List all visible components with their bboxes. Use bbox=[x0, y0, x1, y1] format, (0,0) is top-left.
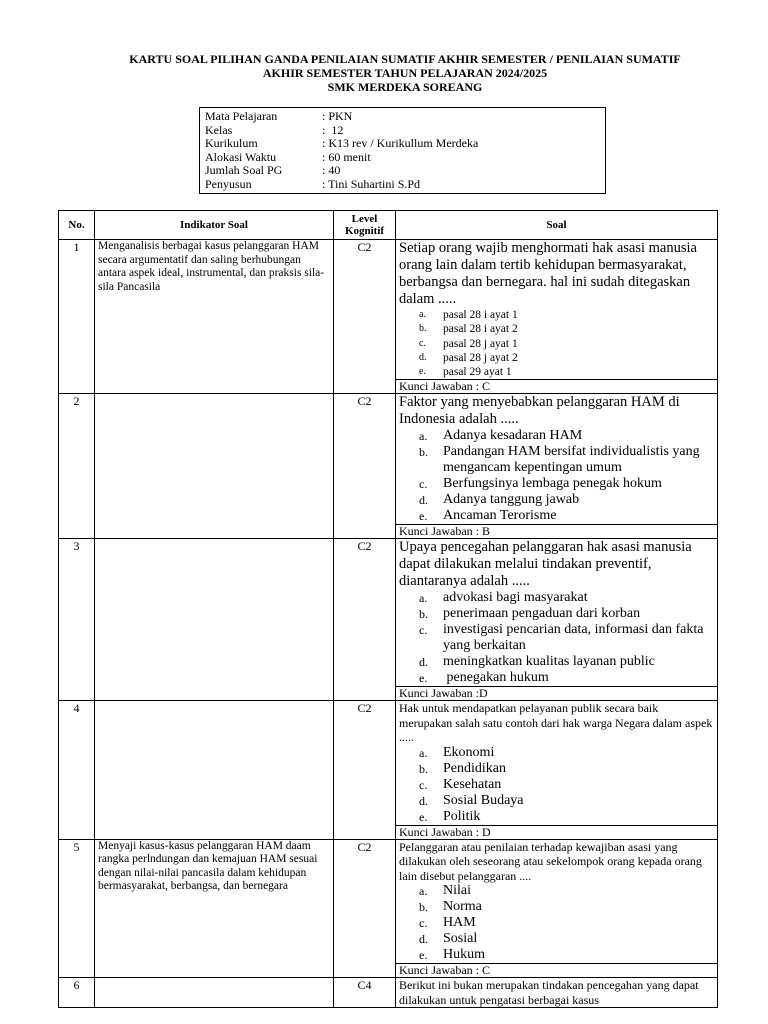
option-text: penegakan hukum bbox=[443, 670, 549, 686]
option-item bbox=[399, 476, 714, 492]
option-item bbox=[399, 351, 714, 365]
option-letter: d. bbox=[419, 793, 428, 808]
option-item bbox=[399, 809, 714, 825]
question-cell bbox=[396, 839, 718, 964]
option-letter: e. bbox=[419, 366, 426, 378]
meta-value: : PKN bbox=[322, 109, 353, 123]
option-list bbox=[399, 745, 714, 825]
option-text: Ancaman Terorisme bbox=[443, 508, 557, 524]
question-number: 6 bbox=[59, 978, 95, 1008]
meta-key: Mata Pelajaran bbox=[205, 109, 278, 123]
option-text: Sosial Budaya bbox=[443, 792, 524, 808]
option-letter: c. bbox=[419, 777, 428, 792]
option-letter: c. bbox=[419, 477, 428, 492]
indicator-text bbox=[95, 539, 334, 701]
header-soal: Soal bbox=[396, 211, 718, 240]
option-text: Politik bbox=[443, 808, 481, 824]
option-letter: e. bbox=[419, 509, 428, 524]
question-cell bbox=[396, 539, 718, 687]
question-text: Setiap orang wajib menghormati hak asasi manusia orang lain dalam tertib kehidupan bermasyarakat, berbangsa dan bernegara. hal ini sudah ditegaskan dalam ..... bbox=[399, 240, 697, 307]
option-item bbox=[399, 931, 714, 947]
question-row bbox=[59, 978, 718, 1008]
cognitive-level: C2 bbox=[334, 539, 396, 701]
option-letter: b. bbox=[419, 900, 428, 915]
question-row bbox=[59, 240, 718, 380]
option-letter: d. bbox=[419, 655, 428, 670]
option-letter: d. bbox=[419, 932, 428, 947]
indicator-text bbox=[95, 701, 334, 840]
option-letter: a. bbox=[419, 429, 428, 444]
option-letter: d. bbox=[419, 493, 428, 508]
option-text: Pandangan HAM bersifat individualistis yang mengancam kepentingan umum bbox=[443, 444, 700, 476]
cognitive-level: C2 bbox=[334, 839, 396, 978]
option-text: Adanya kesadaran HAM bbox=[443, 428, 583, 444]
meta-key: Kelas bbox=[205, 122, 233, 137]
option-item bbox=[399, 606, 714, 622]
option-letter: a. bbox=[419, 884, 428, 899]
header-no: No. bbox=[59, 211, 95, 240]
option-item bbox=[399, 654, 714, 670]
question-row bbox=[59, 539, 718, 687]
cognitive-level: C4 bbox=[334, 978, 396, 1008]
option-item bbox=[399, 444, 714, 476]
option-text: penerimaan pengaduan dari korban bbox=[443, 606, 641, 622]
option-list bbox=[399, 883, 714, 963]
meta-value: : 40 bbox=[322, 163, 341, 178]
answer-key: Kunci Jawaban :D bbox=[396, 687, 718, 701]
option-item bbox=[399, 947, 714, 963]
meta-row-class bbox=[205, 124, 600, 138]
option-text: pasal 28 i ayat 2 bbox=[443, 323, 518, 336]
question-row bbox=[59, 839, 718, 964]
indicator-text: Menganalisis berbagai kasus pelanggaran HAM secara argumentatif dan saling berhubungan antara aspek ideal, instrumental, dan praksis sila-sila Pancasila bbox=[95, 240, 334, 394]
option-text: pasal 28 j ayat 1 bbox=[443, 337, 518, 350]
option-item bbox=[399, 337, 714, 351]
indicator-text bbox=[95, 394, 334, 539]
meta-row-subject bbox=[205, 110, 600, 124]
option-item bbox=[399, 777, 714, 793]
meta-value: : 60 menit bbox=[322, 149, 371, 164]
meta-value: : K13 rev / Kurikullum Merdeka bbox=[322, 136, 479, 151]
option-letter: b. bbox=[419, 761, 428, 776]
meta-row-count bbox=[205, 164, 600, 178]
option-text: Kesehatan bbox=[443, 776, 502, 792]
option-item bbox=[399, 899, 714, 915]
option-item bbox=[399, 915, 714, 931]
question-text: Berikut ini bukan merupakan tindakan pencegahan yang dapat dilakukan untuk pengatasi berbagai kasus bbox=[399, 978, 699, 1007]
document-title bbox=[80, 52, 730, 94]
header-row bbox=[59, 211, 718, 240]
option-item bbox=[399, 365, 714, 379]
header-indikator: Indikator Soal bbox=[95, 211, 334, 240]
question-text: Pelanggaran atau penilaian terhadap kewajiban asasi yang dilakukan oleh seseorang atau sekelompok orang kepada orang lain disebut pelanggaran .... bbox=[399, 839, 702, 883]
option-text: meningkatkan kualitas layanan public bbox=[443, 654, 655, 670]
option-item bbox=[399, 670, 714, 686]
header-level: Level Kognitif bbox=[334, 211, 396, 240]
option-letter: d. bbox=[419, 351, 427, 363]
meta-row-time bbox=[205, 151, 600, 165]
option-text: pasal 28 i ayat 1 bbox=[443, 309, 518, 321]
meta-key: Alokasi Waktu bbox=[205, 149, 277, 164]
option-letter: e. bbox=[419, 809, 428, 824]
option-letter: c. bbox=[419, 623, 428, 638]
cognitive-level: C2 bbox=[334, 394, 396, 539]
option-letter: b. bbox=[419, 607, 428, 622]
meta-value: : 12 bbox=[322, 122, 344, 137]
option-text: Nilai bbox=[443, 883, 471, 899]
option-item bbox=[399, 492, 714, 508]
option-list bbox=[399, 428, 714, 524]
option-letter: e. bbox=[419, 948, 428, 963]
option-item bbox=[399, 761, 714, 777]
cognitive-level: C2 bbox=[334, 701, 396, 840]
option-item bbox=[399, 308, 714, 322]
meta-row-author bbox=[205, 178, 600, 192]
question-cell bbox=[396, 701, 718, 826]
answer-key: Kunci Jawaban : C bbox=[396, 380, 718, 394]
question-row bbox=[59, 394, 718, 525]
indicator-text bbox=[95, 978, 334, 1008]
meta-key: Penyusun bbox=[205, 176, 252, 191]
option-letter: a. bbox=[419, 309, 426, 320]
option-text: Adanya tanggung jawab bbox=[443, 492, 580, 508]
answer-key: Kunci Jawaban : D bbox=[396, 825, 718, 839]
option-letter: b. bbox=[419, 445, 428, 460]
option-text: Berfungsinya lembaga penegak hokum bbox=[443, 476, 662, 492]
option-letter: e. bbox=[419, 671, 428, 686]
option-text: pasal 28 j ayat 2 bbox=[443, 351, 518, 364]
option-text: investigasi pencarian data, informasi dan fakta yang berkaitan bbox=[443, 622, 704, 654]
question-cell bbox=[396, 394, 718, 525]
option-text: Pendidikan bbox=[443, 760, 506, 776]
option-text: advokasi bagi masyarakat bbox=[443, 590, 588, 606]
answer-key: Kunci Jawaban : B bbox=[396, 525, 718, 539]
option-item bbox=[399, 622, 714, 654]
question-text: Faktor yang menyebabkan pelanggaran HAM di Indonesia adalah ..... bbox=[399, 394, 680, 428]
option-list bbox=[399, 308, 714, 379]
option-list bbox=[399, 590, 714, 686]
meta-key: Kurikulum bbox=[205, 136, 258, 151]
meta-row-curriculum bbox=[205, 137, 600, 151]
option-item bbox=[399, 322, 714, 336]
title-line-1: KARTU SOAL PILIHAN GANDA PENILAIAN SUMATIF AKHIR SEMESTER / PENILAIAN SUMATIF bbox=[129, 52, 681, 66]
option-item bbox=[399, 590, 714, 606]
option-item bbox=[399, 508, 714, 524]
option-item bbox=[399, 428, 714, 444]
option-letter: b. bbox=[419, 323, 427, 335]
indicator-text: Menyaji kasus-kasus pelanggaran HAM daam rangka perlndungan dan kemajuan HAM sesuai dengan nilai-nilai pancasila dalam kehidupan bermasyarakat, berbangsa, dan bernegara bbox=[95, 839, 334, 978]
question-number: 1 bbox=[59, 240, 95, 394]
title-line-2: AKHIR SEMESTER TAHUN PELAJARAN 2024/2025 bbox=[262, 66, 548, 80]
info-box bbox=[199, 107, 606, 194]
cognitive-level: C2 bbox=[334, 240, 396, 394]
question-cell bbox=[396, 240, 718, 380]
option-text: Hukum bbox=[443, 947, 485, 963]
option-text: pasal 29 ayat 1 bbox=[443, 366, 512, 379]
option-item bbox=[399, 793, 714, 809]
question-number: 2 bbox=[59, 394, 95, 539]
question-text: Upaya pencegahan pelanggaran hak asasi manusia dapat dilakukan melalui tindakan preventif, diantaranya adalah ..... bbox=[399, 539, 692, 590]
option-letter: a. bbox=[419, 591, 428, 606]
option-letter: c. bbox=[419, 916, 428, 931]
answer-key: Kunci Jawaban : C bbox=[396, 964, 718, 978]
option-text: Sosial bbox=[443, 931, 478, 947]
option-item bbox=[399, 745, 714, 761]
question-text: Hak untuk mendapatkan pelayanan publik secara baik merupakan salah satu contoh dari hak warga Negara dalam aspek ..... bbox=[399, 701, 713, 745]
question-cell bbox=[396, 978, 718, 1008]
option-text: Ekonomi bbox=[443, 744, 495, 760]
option-letter: a. bbox=[419, 745, 428, 760]
question-number: 4 bbox=[59, 701, 95, 840]
meta-key: Jumlah Soal PG bbox=[205, 163, 283, 178]
question-number: 5 bbox=[59, 839, 95, 978]
meta-value: : Tini Suhartini S.Pd bbox=[322, 176, 421, 191]
option-text: HAM bbox=[443, 915, 476, 931]
question-table bbox=[58, 210, 718, 1008]
option-letter: c. bbox=[419, 337, 426, 349]
question-number: 3 bbox=[59, 539, 95, 701]
title-line-3: SMK MERDEKA SOREANG bbox=[327, 80, 483, 94]
option-item bbox=[399, 883, 714, 899]
option-text: Norma bbox=[443, 899, 482, 915]
question-row bbox=[59, 701, 718, 826]
